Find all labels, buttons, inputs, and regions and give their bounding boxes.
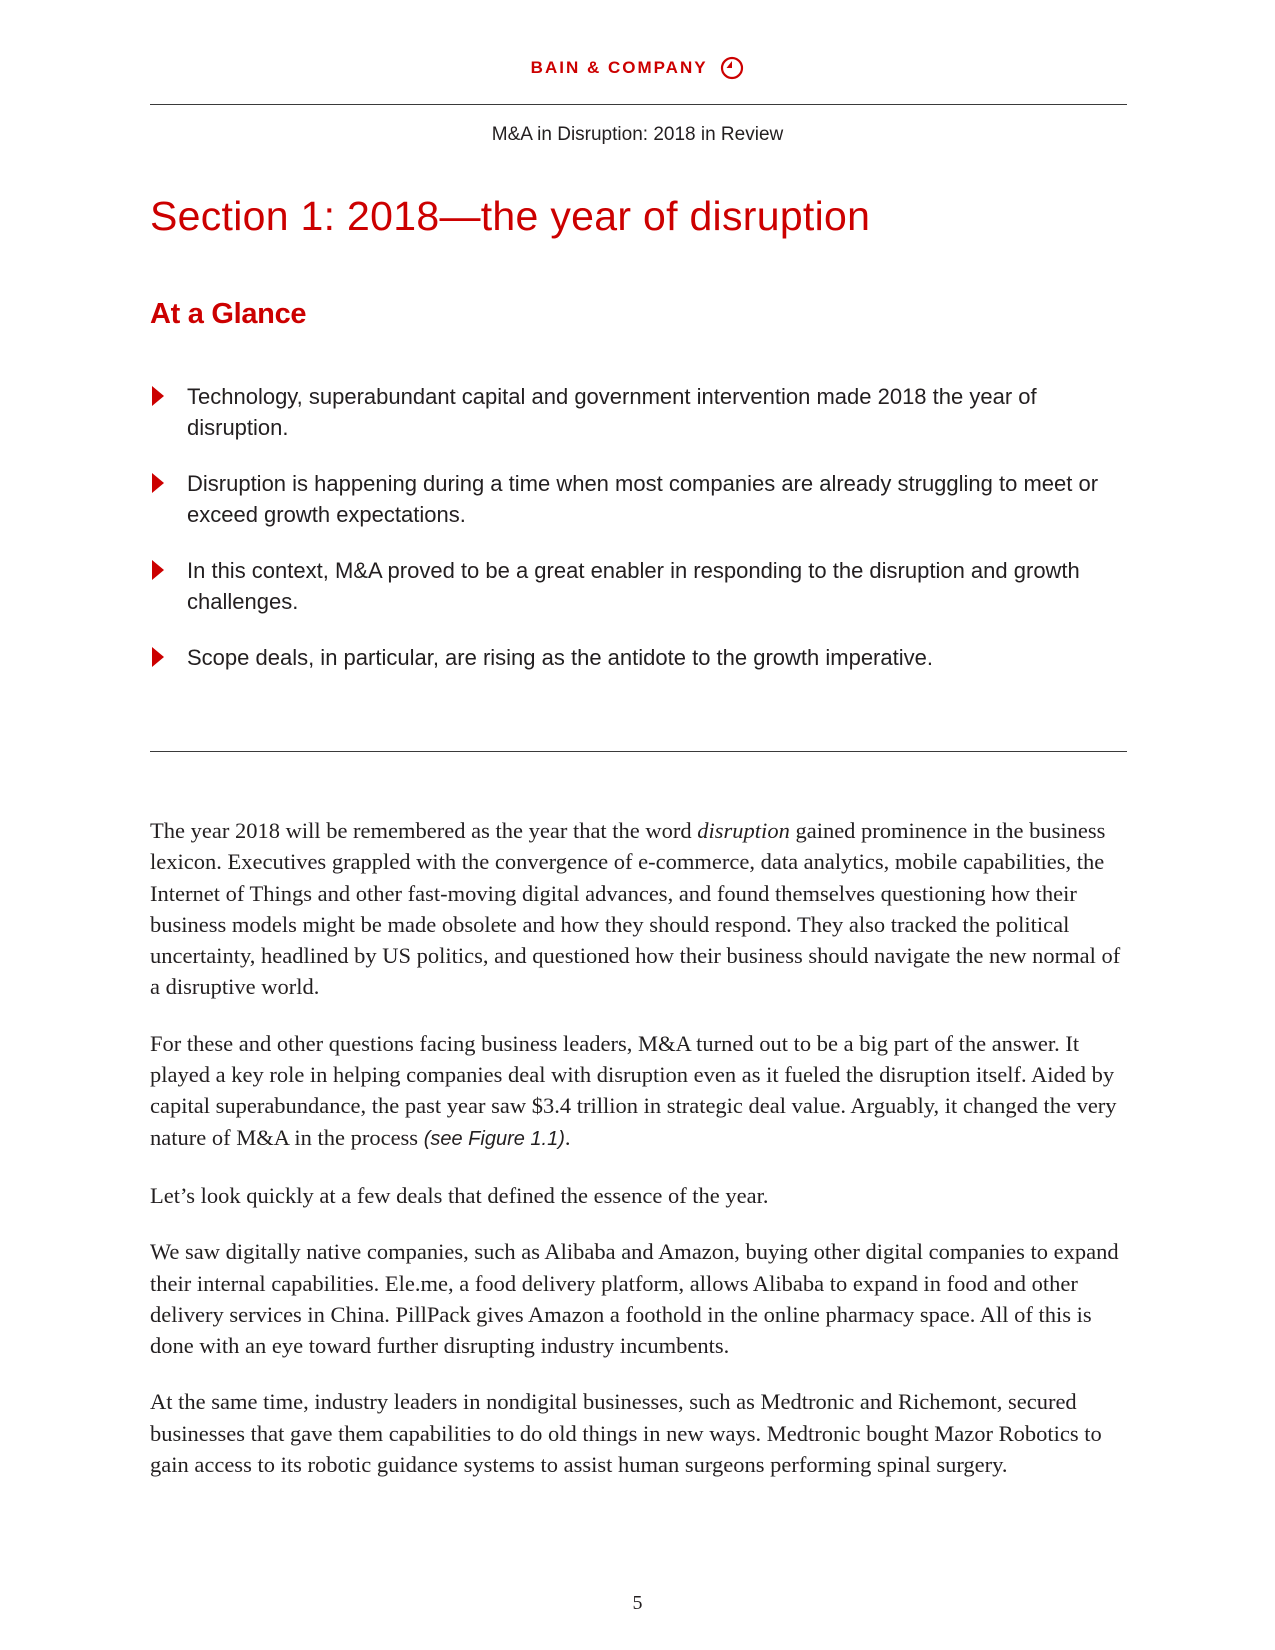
paragraph-1 [150,815,1130,1003]
page-number: 5 [632,1592,643,1614]
list-item [150,642,1110,673]
bullet-arrow-icon [152,386,164,406]
bullet-text: Disruption is happening during a time when most companies are already struggling to meet or exceed growth expectations. [187,471,1099,527]
paragraph-1-start: The year 2018 will be remembered as the year that the word [150,818,698,843]
bullet-arrow-icon [152,647,164,667]
bullet-text: Technology, superabundant capital and government intervention made 2018 the year of disruption. [187,384,1037,440]
header-divider [150,104,1127,105]
bullet-text: Scope deals, in particular, are rising as the antidote to the growth imperative. [187,645,933,670]
brand-header [0,56,1275,80]
paragraph-3: Let’s look quickly at a few deals that defined the essence of the year. [150,1182,769,1208]
bullet-arrow-icon [152,560,164,580]
emphasis-disruption: disruption [697,818,790,843]
paragraph-1-rest: gained prominence in the business lexicon. Executives grappled with the convergence of e-commerce, data analytics, mobile capabilities, the Internet of Things and other fast-moving digital advances, and found themselves questioning how their business models might be made obsolete and how they should respond. They also tracked the political uncertainty, headlined by US politics, and questioned how their business should navigate the new normal of a disruptive world. [150,818,1121,1000]
paragraph-5: At the same time, industry leaders in nondigital businesses, such as Medtronic and Richemont, secured businesses that gave them capabilities to do old things in new ways. Medtronic bought Mazor Robotics to gain access to its robotic guidance systems to assist human surgeons performing spinal surgery. [150,1389,1102,1478]
bullet-arrow-icon [152,473,164,493]
paragraph-2 [150,1028,1130,1155]
list-item [150,381,1110,443]
bullet-text: In this context, M&A proved to be a great enabler in responding to the disruption and growth challenges. [187,558,1080,614]
brand-name: BAIN & COMPANY [530,58,708,77]
at-a-glance-heading: At a Glance [150,298,307,330]
list-item [150,468,1110,530]
body-text [150,815,1130,1505]
paragraph-2-end: . [564,1124,571,1150]
section-title: Section 1: 2018—the year of disruption [150,193,871,239]
section-divider [150,751,1127,752]
report-title: M&A in Disruption: 2018 in Review [491,124,784,145]
at-a-glance-list [150,381,1110,698]
figure-reference: (see Figure 1.1) [423,1127,565,1150]
list-item [150,555,1110,617]
paragraph-2-text: For these and other questions facing business leaders, M&A turned out to be a big part of the answer. It played a key role in helping companies deal with disruption even as it fueled the disruption itself. Aided by capital superabundance, the past year saw $3.4 trillion in strategic deal value. Arguably, it changed the very nature of M&A in the process [150,1030,1117,1150]
paragraph-4: We saw digitally native companies, such as Alibaba and Amazon, buying other digital companies to expand their internal capabilities. Ele.me, a food delivery platform, allows Alibaba to expand in food and other delivery services in China. PillPack gives Amazon a foothold in the online pharmacy space. All of this is done with an eye toward further disrupting industry incumbents. [150,1239,1119,1359]
bain-logo-icon [720,56,744,80]
